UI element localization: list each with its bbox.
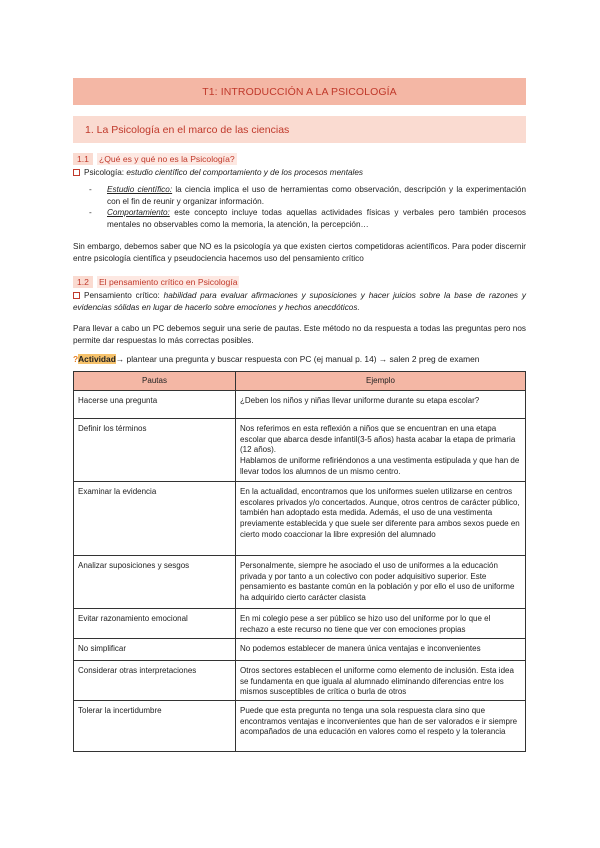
subsection-number: 1.1 [73,153,93,165]
table-row [74,638,526,660]
table-row [74,700,526,751]
definition-text: habilidad para evaluar afirmaciones y suposiciones y hacer juicios sobre la base de razones y evidencias sólidas en lugar de hacerlo sobre emociones y hechos anecdóticos. [73,291,526,312]
table-header-row [74,372,526,391]
ejemplo-cell: Nos referimos en esta reflexión a niños que se encuentran en una etapa escolar que abarca desde infantil(3-5 años) hasta acabar la etapa de primaria (12 años). Hablamos de uniforme refiriéndonos a una vestimenta estipulada y que han de llevar todos los alumnos de un mismo centro. [236,418,526,481]
subsection-title: ¿Qué es y qué no es la Psicología? [98,153,235,164]
column-header-pautas: Pautas [74,372,236,391]
list-item: - Estudio científico: la ciencia implica el uso de herramientas como observación, descripción y la experimentación con el fin de reunir y organizar información. [89,185,527,206]
pauta-cell: Hacerse una pregunta [74,390,236,418]
activity-label: Actividad [78,354,116,364]
pauta-cell: Analizar suposiciones y sesgos [74,555,236,608]
ejemplo-cell: No podemos establecer de manera única ventajas e inconvenientes [236,638,526,660]
checkbox-icon [73,292,80,299]
checkbox-icon [73,169,80,176]
subsection-title: El pensamiento crítico en Psicología [98,276,238,287]
bullet-text: este concepto incluye todas aquellas actividades físicas y verbales pero también procesos mentales no observables como la memoria, la atención, la percepción… [107,208,526,229]
ejemplo-cell: Otros sectores establecen el uniforme como elemento de inclusión. Esta idea se fundamenta en que iguala al alumnado eliminando diferencias entre los mismos susceptibles de crítica o burla de otros [236,660,526,700]
table-row [74,481,526,555]
ejemplo-cell: En la actualidad, encontramos que los uniformes suelen utilizarse en centros escolares privados y/o concertados. Aunque, otros centros de carácter público, también han adoptado esta medida. Además, el uso de una vestimenta previamente establecida y que suele ser diferente para ambos sexos puede en cierto modo coaccionar la libre expresión del alumnado [236,481,526,555]
pautas-table [73,371,526,752]
section-heading: 1. La Psicología en el marco de las ciencias [73,116,526,143]
subsection-heading-1 [73,151,526,166]
list-item: - Comportamiento: este concepto incluye todas aquellas actividades físicas y verbales pero también procesos mentales no observables como la memoria, la atención, la percepción… [89,208,526,229]
table-row [74,418,526,481]
subsection-number: 1.2 [73,276,93,288]
ejemplo-cell: En mi colegio pese a ser público se hizo uso del uniforme por lo que el rechazo a este recurso no tiene que ver con emociones propias [236,608,526,638]
paragraph-2: Para llevar a cabo un PC debemos seguir una serie de pautas. Este método no da respuesta a todas las preguntas pero nos permite dar respuestas lo más correctas posibles. [73,324,526,345]
subsection-heading-2 [73,274,526,289]
pauta-cell: Evitar razonamiento emocional [74,608,236,638]
bullet-text: la ciencia implica el uso de herramientas como observación, descripción y la experimentación con el fin de reunir y organizar información. [107,185,527,206]
column-header-ejemplo: Ejemplo [236,372,526,391]
activity-text: → plantear una pregunta y buscar respuesta con PC (ej manual p. 14) → salen 2 preg de examen [115,354,480,364]
bullet-term: Comportamiento: [107,208,170,217]
definition-psicologia [73,167,526,179]
page-title: T1: INTRODUCCIÓN A LA PSICOLOGÍA [73,78,526,105]
bullet-term: Estudio científico: [107,185,173,194]
table-row [74,555,526,608]
activity-note [73,354,533,364]
question-icon: ? [73,354,79,364]
pauta-cell: Tolerar la incertidumbre [74,700,236,751]
ejemplo-cell: ¿Deben los niños y niñas llevar uniforme durante su etapa escolar? [236,390,526,418]
table-row [74,608,526,638]
ejemplo-cell: Personalmente, siempre he asociado el uso de uniformes a la educación privada y por tanto a un colectivo con poder adquisitivo superior. Este pensamiento es bastante común en la población y por ello el uso de uniforme ha adquirido cierto carácter clasista [236,555,526,608]
definition-text: estudio científico del comportamiento y de los procesos mentales [126,168,363,177]
definition-label: Psicología: [84,168,125,177]
table-row [74,390,526,418]
ejemplo-cell: Puede que esta pregunta no tenga una sola respuesta clara sino que encontramos ventajas e inconvenientes que han de ser valorados e ir siempre acompañados de una educación en valores como el respeto y la tolerancia [236,700,526,751]
pauta-cell: Definir los términos [74,418,236,481]
pauta-cell: No simplificar [74,638,236,660]
table-row [74,660,526,700]
definition-pensamiento-critico [73,290,526,313]
pauta-cell: Considerar otras interpretaciones [74,660,236,700]
definition-label: Pensamiento crítico: [84,291,160,300]
paragraph-1: Sin embargo, debemos saber que NO es la psicología ya que existen ciertos competidoras acientíficos. Para poder discernir entre psicología científica y pseudociencia hacemos uso del pensamiento crítico [73,242,526,263]
pauta-cell: Examinar la evidencia [74,481,236,555]
bullet-list [89,184,526,230]
